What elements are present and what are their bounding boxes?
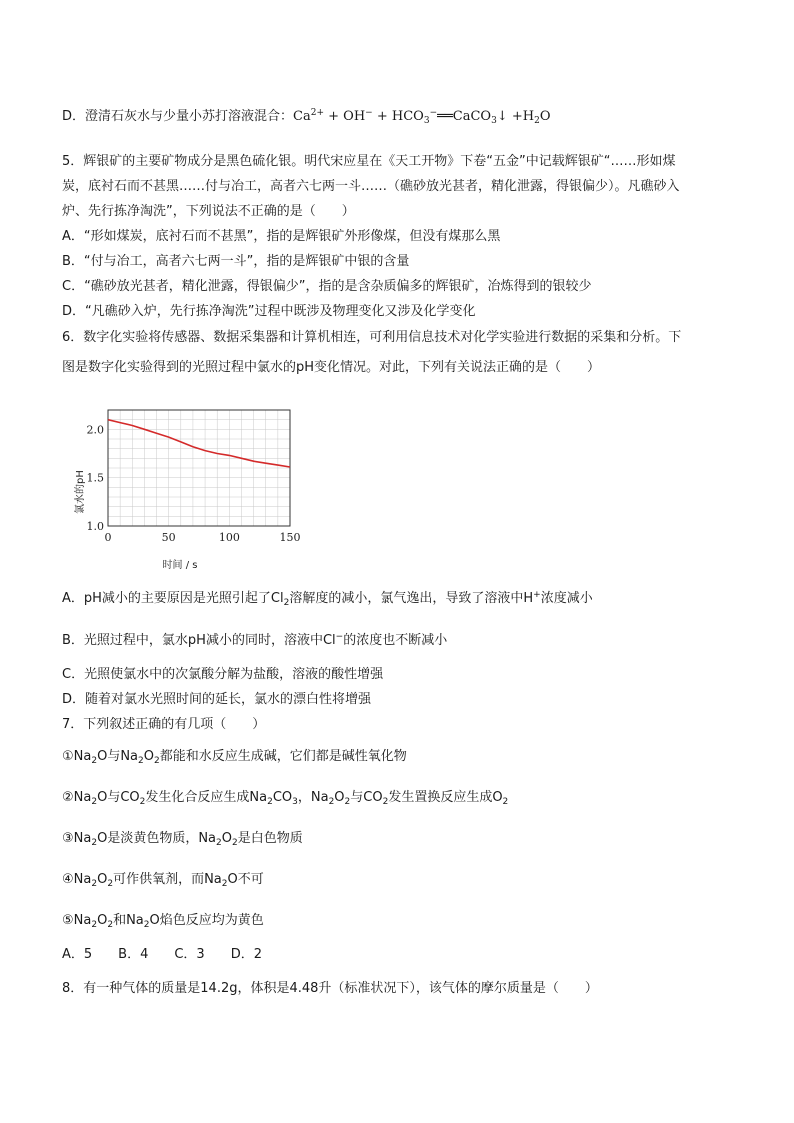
ph-chart [70, 402, 310, 572]
q7-statement-4: $④Na_2O_2$可作供氧剂，而$Na_2O$不可 [62, 872, 264, 889]
q5-stem-line-3: 炉、先行拣净淘洗”，下列说法不正确的是（ ） [62, 204, 355, 219]
x-tick-label: 50 [161, 531, 176, 544]
q6-option-b: B．光照过程中，氯水pH减小的同时，溶液中Cl−的浓度也不断减小 [62, 632, 448, 648]
q5-option-c: C．“礁砂放光甚者，精化泄露，得银偏少”，指的是含杂质偏多的辉银矿，冶炼得到的银较少 [62, 279, 592, 294]
q7-stem: 7．下列叙述正确的有几项（ ） [62, 717, 266, 732]
q5-option-d: D．“凡礁砂入炉，先行拣净淘洗”过程中既涉及物理变化又涉及化学变化 [62, 304, 476, 319]
x-axis-label: 时间 / s [162, 560, 198, 571]
q6-option-d: D．随着对氯水光照时间的延长，氯水的漂白性将增强 [62, 692, 372, 707]
x-tick-labels [105, 531, 301, 544]
x-tick-label: 100 [218, 531, 240, 544]
y-tick-label: 2.0 [86, 423, 104, 437]
chemical-equation: $Ca^{2+} + OH^-$ + $HCO_3^-══CaCO_3↓ +H_2O$ [293, 108, 551, 126]
q6-stem-line-1: 6．数字化实验将传感器、数据采集器和计算机相连，可利用信息技术对化学实验进行数据的采集和分析。下 [62, 330, 682, 345]
y-tick-label: 1.5 [86, 471, 104, 485]
q7-statement-2: $②Na_2O$与$CO_2$发生化合反应生成$Na_2CO_3$，$Na_2O_2$与$CO_2$发生置换反应生成$O_2$ [62, 790, 509, 807]
q8-stem: 8．有一种气体的质量是14.2g，体积是4.48升（标准状况下），该气体的摩尔质量是（ ） [62, 981, 598, 996]
q7-options: A．5 B．4 C．3 D．2 [62, 947, 262, 962]
q4-option-d [62, 108, 551, 126]
chart-grid [108, 410, 290, 526]
q7-statement-3: $③Na_2O$是淡黄色物质，$Na_2O_2$是白色物质 [62, 831, 303, 848]
q7-statement-1: $①Na_2O$与$Na_2O_2$都能和水反应生成碱，它们都是碱性氧化物 [62, 749, 407, 766]
q5-stem-line-1: 5．辉银矿的主要矿物成分是黑色硫化银。明代宋应星在《天工开物》下卷“五金”中记载辉银矿“……形如煤 [62, 154, 676, 169]
q6-option-a: A．pH减小的主要原因是光照引起了$Cl_2$溶解度的减小，氯气逸出，导致了溶液中H+浓度减小 [62, 590, 593, 608]
q5-option-b: B．“付与冶工，高者六七两一斗”，指的是辉银矿中银的含量 [62, 254, 410, 269]
q5-stem-line-2: 炭，底衬石而不甚黑……付与冶工，高者六七两一斗……（礁砂放光甚者，精化泄露，得银偏少）。凡礁砂入 [62, 179, 680, 194]
y-tick-label: 1.0 [86, 520, 104, 533]
ph-series-line [108, 420, 290, 467]
x-tick-label: 150 [279, 531, 301, 544]
q6-option-c: C．光照使氯水中的次氯酸分解为盐酸，溶液的酸性增强 [62, 667, 384, 682]
y-tick-labels [87, 423, 105, 533]
x-tick-label: 0 [104, 531, 112, 544]
q5-option-a: A．“形如煤炭，底衬石而不甚黑”，指的是辉银矿外形像煤，但没有煤那么黑 [62, 229, 501, 244]
y-axis-label: 氯水的pH [75, 470, 86, 514]
q7-statement-5: $⑤Na_2O_2$和$Na_2O$焰色反应均为黄色 [62, 913, 264, 930]
q4-option-d-text: D．澄清石灰水与少量小苏打溶液混合： [62, 109, 294, 124]
q6-stem-line-2: 图是数字化实验得到的光照过程中氯水的pH变化情况。对此，下列有关说法正确的是（ ） [62, 360, 601, 375]
